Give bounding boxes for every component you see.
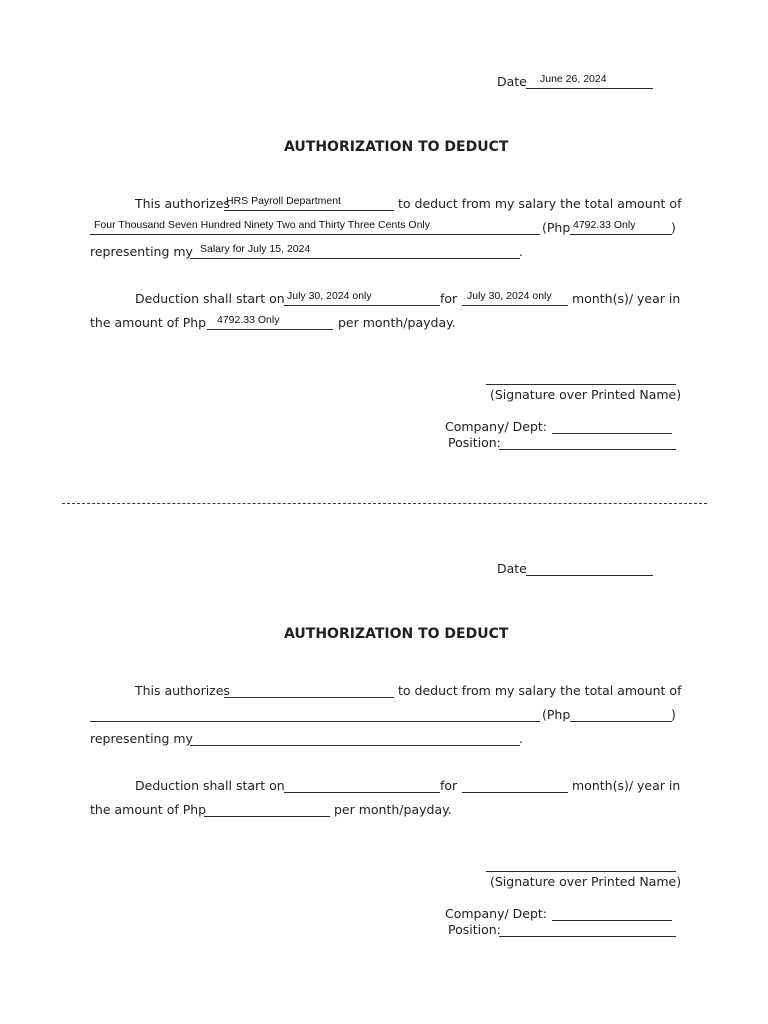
date-label: Date <box>497 74 527 89</box>
amount-label: the amount of Php <box>90 315 207 330</box>
position-label: Position: <box>448 435 501 450</box>
amount-field[interactable]: 4792.33 Only <box>217 314 280 326</box>
deduct-text: to deduct from my salary the total amount of <box>398 683 682 698</box>
amount-words-line <box>90 234 540 235</box>
deduction-start-field[interactable]: July 30, 2024 only <box>287 290 372 302</box>
amount-line <box>207 329 333 330</box>
date-line <box>526 575 653 576</box>
signature-line[interactable] <box>486 384 676 385</box>
representing-label: representing my <box>90 244 193 259</box>
date-label: Date <box>497 561 527 576</box>
authorization-form-2 <box>0 487 768 937</box>
company-line <box>552 920 672 921</box>
amount-label: the amount of Php <box>90 802 207 817</box>
period: . <box>519 244 523 259</box>
authorization-form-1 <box>0 0 768 450</box>
authorizes-label: This authorizes <box>135 196 230 211</box>
months-label: month(s)/ year in <box>572 291 681 306</box>
date-line <box>526 88 653 89</box>
signature-label: (Signature over Printed Name) <box>490 387 682 402</box>
deduct-text: to deduct from my salary the total amount of <box>398 196 682 211</box>
php-close-label: ) <box>671 220 676 235</box>
months-label: month(s)/ year in <box>572 778 681 793</box>
date-field[interactable]: June 26, 2024 <box>540 73 607 85</box>
amount-words-line <box>90 721 540 722</box>
amount-line <box>204 816 330 817</box>
authorized-party-line <box>224 210 394 211</box>
php-open-label: (Php <box>542 707 571 722</box>
company-line <box>552 433 672 434</box>
for-label: for <box>440 291 458 306</box>
company-label: Company/ Dept: <box>445 906 548 921</box>
php-amount-field[interactable]: 4792.33 Only <box>573 219 636 231</box>
deduction-start-label: Deduction shall start on <box>135 291 285 306</box>
form-title: AUTHORIZATION TO DEDUCT <box>284 139 509 155</box>
signature-line[interactable] <box>486 871 676 872</box>
authorized-party-line <box>224 697 394 698</box>
php-amount-line <box>570 234 672 235</box>
signature-label: (Signature over Printed Name) <box>490 874 682 889</box>
for-line <box>462 305 568 306</box>
per-label: per month/payday. <box>338 315 456 330</box>
for-line <box>462 792 568 793</box>
php-amount-line <box>570 721 672 722</box>
representing-line <box>190 745 520 746</box>
representing-field[interactable]: Salary for July 15, 2024 <box>200 243 311 255</box>
for-field[interactable]: July 30, 2024 only <box>467 290 552 302</box>
authorized-party-field[interactable]: HRS Payroll Department <box>226 195 341 207</box>
form-title: AUTHORIZATION TO DEDUCT <box>284 626 509 642</box>
deduction-start-label: Deduction shall start on <box>135 778 285 793</box>
position-label: Position: <box>448 922 501 937</box>
deduction-start-line <box>284 305 440 306</box>
authorizes-label: This authorizes <box>135 683 230 698</box>
per-label: per month/payday. <box>334 802 452 817</box>
for-label: for <box>440 778 458 793</box>
php-close-label: ) <box>671 707 676 722</box>
period: . <box>519 731 523 746</box>
position-line <box>499 936 676 937</box>
representing-label: representing my <box>90 731 193 746</box>
deduction-start-line <box>284 792 440 793</box>
company-label: Company/ Dept: <box>445 419 548 434</box>
representing-line <box>190 258 520 259</box>
position-line <box>499 449 676 450</box>
php-open-label: (Php <box>542 220 571 235</box>
amount-in-words-field[interactable]: Four Thousand Seven Hundred Ninety Two and Thirty Three Cents Only <box>94 219 430 231</box>
